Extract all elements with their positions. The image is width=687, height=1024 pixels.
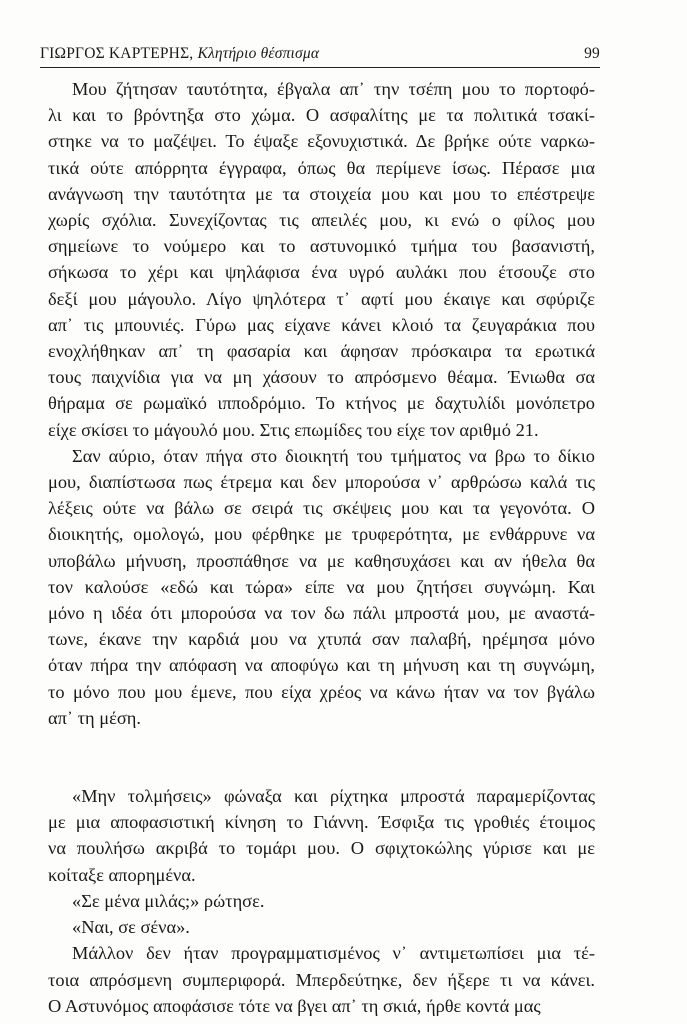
text-line: να πουλήσω ακριβά το τομάρι μου. Ο σφιχτοκώλης γύρισε και με	[48, 838, 595, 859]
text-line: ενοχλήθηκαν απ᾿ τη φασαρία και άφησαν πρόσκαιρα τα ερωτικά	[48, 341, 595, 362]
text-line: με μια αποφασιστική κίνηση το Γιάννη. Έσφιξα τις γροθιές έτοιμος	[48, 812, 595, 833]
text-line: απ᾿ τη μέση.	[48, 707, 141, 728]
running-head	[40, 44, 600, 64]
text-line: στηκε να το μαζέψει. Το έψαξε εξονυχιστικά. Δε βρήκε ούτε ναρκω-	[48, 131, 595, 152]
text-line: Ο Αστυνόμος αποφάσισε τότε να βγει απ᾿ τη σκιά, ήρθε κοντά μας	[48, 995, 541, 1016]
text-line: σήκωσα το χέρι και ψηλάφισα ένα υγρό αυλάκι που έτσουζε στο	[48, 262, 595, 283]
body-text	[48, 76, 595, 1019]
text-line: «Μην τολμήσεις» φώναξα και ρίχτηκα μπροστά παραμερίζοντας	[72, 786, 595, 807]
text-line: όταν πήρα την απόφαση να αποφύγω και τη μήνυση και τη συγνώμη,	[48, 655, 595, 676]
paragraph	[48, 783, 595, 888]
text-line: λι και το βρόντηξα στο χώμα. Ο ασφαλίτης με τα πολιτικά τσακί-	[48, 105, 595, 126]
text-line: «Σε μένα μιλάς;» ρώτησε.	[72, 890, 265, 911]
text-line: Σαν αύριο, όταν πήγα στο διοικητή του τμήματος να βρω το δίκιο	[72, 445, 595, 466]
text-line: διοικητής, ομολογώ, μου φέρθηκε με τρυφερότητα, με ενθάρρυνε να	[48, 524, 595, 545]
text-line: απ᾿ τις μπουνιές. Γύρω μας είχανε κάνει κλοιό τα ζευγαράκια που	[48, 314, 595, 335]
header-rule	[40, 67, 600, 68]
text-line: μου, διαπίστωσα πως έτρεμα και δεν μπορούσα ν᾿ αρθρώσω καλά τις	[48, 472, 595, 493]
text-line: χωρίς σχόλια. Συνεχίζοντας τις απειλές μου, κι ενώ ο φίλος μου	[48, 210, 595, 231]
text-line: τους παιχνίδια για να μη χάσουν το απρόσμενο θέαμα. Ένιωθα σα	[48, 367, 595, 388]
text-line: λέξεις ούτε να βάλω σε σειρά τις σκέψεις μου και τα γεγονότα. Ο	[48, 498, 595, 519]
running-head-author: ΓΙΩΡΓΟΣ ΚΑΡΤΕΡΗΣ,	[40, 45, 194, 62]
text-line: ανάγνωση την ταυτότητα με τα στοιχεία μου και μου το επέστρεψε	[48, 183, 595, 204]
running-head-book-title: Κλητήριο θέσπισμα	[197, 45, 320, 62]
text-line: είχε σκίσει το μάγουλό μου. Στις επωμίδες του είχε τον αριθμό 21.	[48, 419, 539, 440]
text-line: σημείωνε το νούμερο και το αστυνομικό τμήμα του βασανιστή,	[48, 236, 595, 257]
text-line: τον καλούσε «εδώ και τώρα» είπε να μου ζητήσει συγνώμη. Και	[48, 576, 595, 597]
text-line: υποβάλω μήνυση, προσπάθησε να με καθησυχάσει και αν ήθελα θα	[48, 550, 595, 571]
text-line: τωνε, έκανε την καρδιά μου να χτυπά σαν παλαβή, ηρέμησα μόνο	[48, 629, 595, 650]
text-line: κοίταξε απορημένα.	[48, 864, 196, 885]
text-line: τικά ούτε απόρρητα έγγραφα, όπως θα περίμενε ίσως. Πέρασε μια	[48, 157, 595, 178]
text-line: Μάλλον δεν ήταν προγραμματισμένος ν᾿ αντιμετωπίσει μια τέ-	[72, 943, 595, 964]
text-line: «Ναι, σε σένα».	[72, 917, 190, 938]
text-line: Μου ζήτησαν ταυτότητα, έβγαλα απ᾿ την τσέπη μου το πορτοφό-	[72, 79, 595, 99]
text-line: δεξί μου μάγουλο. Λίγο ψηλότερα τ᾿ αφτί μου έκαιγε και σφύριζε	[48, 288, 595, 309]
text-line: το μόνο που μου έμενε, που είχα χρέος να κάνω ήταν να τον βγάλω	[48, 681, 595, 702]
paragraph	[48, 76, 595, 443]
paragraph	[48, 443, 595, 731]
text-line: μόνο η ιδέα ότι μπορούσα να τον δω πάλι μπροστά μου, με αναστά-	[48, 603, 595, 624]
paragraph	[48, 914, 595, 940]
page-number: 99	[584, 45, 600, 62]
text-line: τοια απρόσμενη συμπεριφορά. Μπερδεύτηκε, δεν ήξερε τι να κάνει.	[48, 969, 595, 990]
paragraph	[48, 940, 595, 1019]
text-line: θήραμα σε ρωμαϊκό ιπποδρόμιο. Το κτήνος με δαχτυλίδι μονόπετρο	[48, 393, 595, 414]
paragraph	[48, 888, 595, 914]
